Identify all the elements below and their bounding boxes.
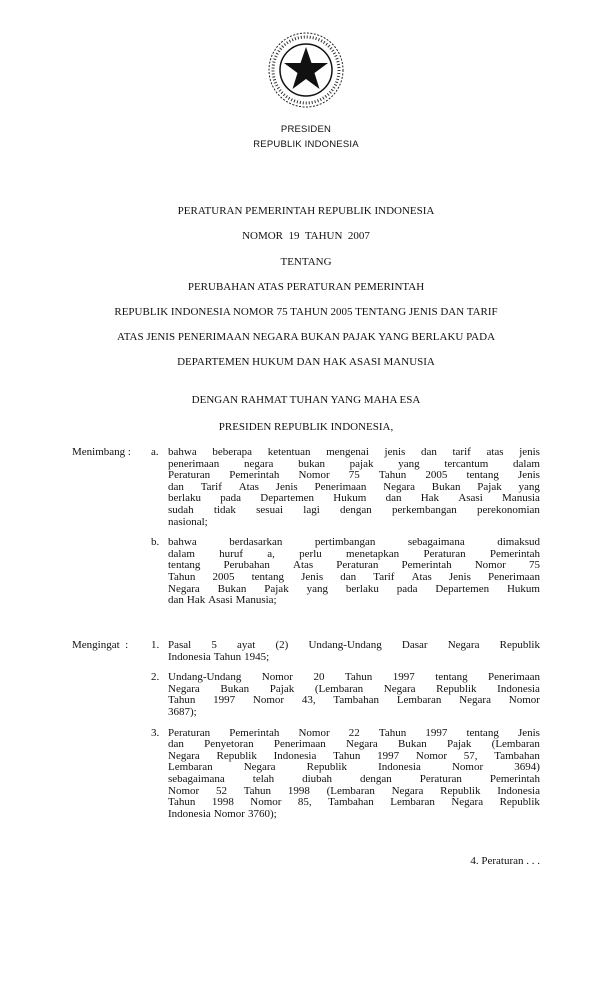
- text-line: dan Penyetoran Penerimaan Negara Bukan Pajak (Lembaran: [168, 738, 540, 751]
- text-line: Tahun 2005 tentang Jenis dan Tarif Atas Jenis Penerimaan: [168, 570, 540, 583]
- list-item: [72, 728, 542, 821]
- text-line: bahwa beberapa ketentuan mengenai jenis dan tarif atas jenis: [168, 446, 540, 458]
- menimbang-label: Menimbang :: [72, 446, 131, 458]
- menimbang-section: [72, 447, 542, 607]
- preamble-president: PRESIDEN REPUBLIK INDONESIA,: [218, 421, 394, 433]
- text-line: Peraturan Pemerintah Nomor 75 Tahun 2005 tentang Jenis: [168, 469, 540, 482]
- item-number: 2.: [151, 671, 160, 684]
- text-line: berlaku pada Departemen Hukum dan Hak Asasi Manusia: [168, 492, 540, 505]
- title-line: TENTANG: [280, 256, 332, 268]
- text-line: Negara Republik Indonesia Tahun 1997 Nomor 57, Tambahan: [168, 749, 540, 762]
- item-number: 3.: [151, 726, 160, 739]
- list-item: [72, 447, 542, 528]
- text-line: Tahun 1998 Nomor 85, Tambahan Lembaran Negara Republik: [168, 796, 540, 809]
- title-line: DEPARTEMEN HUKUM DAN HAK ASASI MANUSIA: [177, 356, 435, 368]
- text-line: Negara Bukan Pajak yang berlaku pada Departemen Hukum: [168, 582, 540, 595]
- text-line: 3687);: [168, 705, 197, 718]
- text-line: bahwa berdasarkan pertimbangan sebagaimana dimaksud: [168, 536, 540, 549]
- list-item: [72, 640, 542, 663]
- text-line: dalam huruf a, perlu menetapkan Peraturan Pemerintah: [168, 547, 540, 560]
- text-line: Peraturan Pemerintah Nomor 22 Tahun 1997 tentang Jenis: [168, 726, 540, 739]
- text-line: dan Tarif Atas Jenis Penerimaan Negara Bukan Pajak yang: [168, 480, 540, 493]
- title-line: PERUBAHAN ATAS PERATURAN PEMERINTAH: [187, 281, 425, 293]
- list-item: [72, 537, 542, 607]
- text-line: sudah tidak sesuai lagi dengan perkembangan perekonomian: [168, 503, 540, 516]
- text-line: Undang-Undang Nomor 20 Tahun 1997 tentang Penerimaan: [168, 671, 540, 684]
- mengingat-section: [72, 640, 542, 820]
- list-item: [72, 672, 542, 718]
- text-line: sebagaimana telah diubah dengan Peraturan Pemerintah: [168, 772, 540, 785]
- text-line: Pasal 5 ayat (2) Undang-Undang Dasar Negara Republik: [168, 639, 540, 651]
- item-number: 1.: [151, 639, 160, 651]
- title-line: ATAS JENIS PENERIMAAN NEGARA BUKAN PAJAK YANG BERLAKU PADA: [116, 331, 496, 343]
- text-line: Nomor 52 Tahun 1998 (Lembaran Negara Republik Indonesia: [168, 784, 540, 797]
- text-line: penerimaan negara bukan pajak yang tercantum dalam: [168, 457, 540, 470]
- header-republic: REPUBLIK INDONESIA: [253, 139, 359, 150]
- page-continuation: 4. Peraturan . . .: [470, 855, 540, 867]
- item-number: a.: [151, 446, 159, 458]
- text-line: Indonesia Nomor 3760);: [168, 807, 277, 820]
- preamble-rahmat: DENGAN RAHMAT TUHAN YANG MAHA ESA: [191, 394, 421, 406]
- header-president: PRESIDEN: [280, 124, 332, 135]
- item-number: b.: [151, 536, 160, 549]
- title-line: PERATURAN PEMERINTAH REPUBLIK INDONESIA: [177, 205, 435, 217]
- garuda-emblem-icon: [266, 30, 346, 110]
- text-line: Tahun 1997 Nomor 43, Tambahan Lembaran Negara Nomor: [168, 694, 540, 707]
- text-line: tentang Perubahan Atas Peraturan Pemerintah Nomor 75: [168, 559, 540, 572]
- text-line: nasional;: [168, 515, 208, 528]
- text-line: Lembaran Negara Republik Indonesia Nomor 3694): [168, 761, 540, 774]
- text-line: dan Hak Asasi Manusia;: [168, 594, 277, 607]
- title-line: REPUBLIK INDONESIA NOMOR 75 TAHUN 2005 TENTANG JENIS DAN TARIF: [114, 306, 498, 318]
- text-line: Negara Bukan Pajak (Lembaran Negara Republik Indonesia: [168, 682, 540, 695]
- text-line: Indonesia Tahun 1945;: [168, 650, 270, 663]
- mengingat-label: Mengingat :: [72, 639, 129, 651]
- title-number: NOMOR 19 TAHUN 2007: [242, 230, 370, 242]
